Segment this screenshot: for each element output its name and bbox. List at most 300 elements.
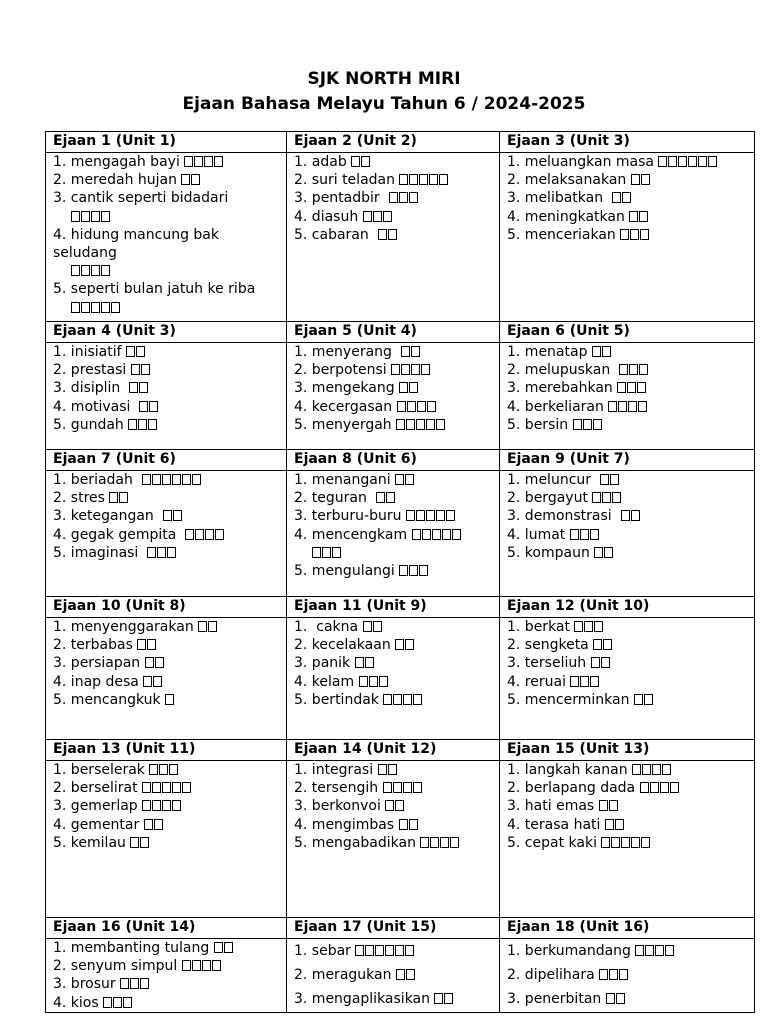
missing-glyph-box bbox=[162, 474, 171, 485]
missing-glyph-box bbox=[214, 156, 223, 167]
missing-glyph-box bbox=[214, 942, 223, 953]
word-text: 2. meredah hujan bbox=[53, 172, 177, 189]
word-list-cell bbox=[46, 471, 287, 597]
missing-glyph-box bbox=[91, 211, 100, 222]
missing-glyph-box bbox=[376, 492, 385, 503]
word-text: 2. berlapang dada bbox=[507, 780, 636, 797]
missing-glyph-box bbox=[169, 764, 178, 775]
missing-glyph-box bbox=[584, 621, 593, 632]
missing-glyph-box bbox=[603, 639, 612, 650]
word-text: 2. meragukan bbox=[294, 967, 392, 983]
missing-glyph-box bbox=[192, 474, 201, 485]
word-text: 1. beriadah bbox=[53, 472, 138, 488]
unit-header-row bbox=[46, 918, 755, 939]
word-text: 2. berselirat bbox=[53, 780, 138, 797]
spelling-table bbox=[45, 131, 755, 1013]
word-text: 3. panik bbox=[294, 655, 351, 672]
word-item bbox=[294, 562, 499, 580]
missing-glyph-box bbox=[619, 364, 628, 375]
missing-glyph-box bbox=[393, 782, 402, 793]
missing-glyph-box bbox=[373, 621, 382, 632]
unit-heading: Ejaan 10 (Unit 8) bbox=[46, 597, 287, 618]
missing-glyph-box bbox=[593, 419, 602, 430]
missing-glyph-box bbox=[419, 565, 428, 576]
word-text: 4. lumat bbox=[507, 526, 566, 543]
word-text: 4. gegak gempita bbox=[53, 526, 181, 543]
missing-glyph-box bbox=[605, 819, 614, 830]
missing-glyph-box bbox=[642, 764, 651, 775]
word-item bbox=[507, 816, 754, 834]
missing-glyph-box bbox=[658, 156, 667, 167]
word-text: 3. disiplin bbox=[53, 380, 125, 397]
word-text: 4. mengimbas bbox=[294, 816, 395, 833]
word-item bbox=[507, 779, 754, 797]
missing-glyph-box bbox=[91, 265, 100, 276]
word-item bbox=[53, 691, 286, 709]
word-list-cell bbox=[287, 761, 500, 918]
missing-glyph-box bbox=[609, 969, 618, 980]
missing-glyph-box bbox=[148, 419, 157, 430]
word-text: 4. reruai bbox=[507, 673, 566, 690]
missing-glyph-box bbox=[152, 800, 161, 811]
word-text: 5. cepat kaki bbox=[507, 834, 597, 851]
word-item bbox=[507, 153, 754, 171]
missing-glyph-box bbox=[593, 639, 602, 650]
missing-glyph-box bbox=[591, 657, 600, 668]
missing-glyph-box bbox=[159, 764, 168, 775]
missing-glyph-box bbox=[71, 265, 80, 276]
word-item bbox=[53, 618, 286, 636]
missing-glyph-box bbox=[416, 419, 425, 430]
missing-glyph-box bbox=[71, 302, 80, 313]
missing-glyph-box bbox=[128, 419, 137, 430]
missing-glyph-box bbox=[386, 492, 395, 503]
missing-glyph-box bbox=[688, 156, 697, 167]
word-item bbox=[294, 526, 499, 544]
word-item bbox=[294, 963, 499, 987]
missing-glyph-box bbox=[627, 382, 636, 393]
missing-glyph-box bbox=[411, 364, 420, 375]
word-item bbox=[294, 834, 499, 852]
missing-glyph-box bbox=[602, 346, 611, 357]
missing-glyph-box bbox=[71, 211, 80, 222]
unit-heading: Ejaan 11 (Unit 9) bbox=[287, 597, 500, 618]
word-item bbox=[53, 939, 286, 957]
missing-glyph-box bbox=[359, 676, 368, 687]
missing-glyph-box bbox=[153, 676, 162, 687]
word-text: 2. bergayut bbox=[507, 490, 588, 507]
missing-glyph-box bbox=[137, 639, 146, 650]
missing-glyph-box bbox=[389, 192, 398, 203]
word-item bbox=[294, 398, 499, 416]
missing-glyph-box bbox=[393, 694, 402, 705]
word-item bbox=[53, 544, 286, 562]
unit-header-row bbox=[46, 597, 755, 618]
word-text: 3. penerbitan bbox=[507, 991, 602, 1007]
missing-glyph-box bbox=[361, 156, 370, 167]
word-item bbox=[294, 797, 499, 815]
word-item bbox=[53, 416, 286, 434]
missing-glyph-box bbox=[198, 621, 207, 632]
missing-glyph-box bbox=[172, 800, 181, 811]
missing-glyph-box bbox=[405, 639, 414, 650]
word-text: 2. suri teladan bbox=[294, 172, 395, 189]
word-item bbox=[53, 208, 286, 226]
spelling-table-body bbox=[46, 132, 755, 1013]
word-item bbox=[507, 507, 754, 525]
missing-glyph-box bbox=[101, 265, 110, 276]
word-list-cell bbox=[46, 761, 287, 918]
missing-glyph-box bbox=[617, 382, 626, 393]
unit-header-row bbox=[46, 132, 755, 153]
unit-heading: Ejaan 16 (Unit 14) bbox=[46, 918, 287, 939]
missing-glyph-box bbox=[616, 993, 625, 1004]
missing-glyph-box bbox=[574, 621, 583, 632]
unit-heading: Ejaan 18 (Unit 16) bbox=[500, 918, 755, 939]
missing-glyph-box bbox=[152, 474, 161, 485]
word-text: 4. terasa hati bbox=[507, 816, 601, 833]
word-item bbox=[507, 673, 754, 691]
word-text: 5. mencerminkan bbox=[507, 691, 630, 708]
unit-body-row bbox=[46, 939, 755, 1013]
missing-glyph-box bbox=[172, 474, 181, 485]
missing-glyph-box bbox=[427, 401, 436, 412]
missing-glyph-box bbox=[631, 510, 640, 521]
missing-glyph-box bbox=[322, 547, 331, 558]
word-item bbox=[53, 471, 286, 489]
word-text: 1. berkumandang bbox=[507, 943, 631, 959]
missing-glyph-box bbox=[399, 565, 408, 576]
word-text: 1. meluncur bbox=[507, 472, 596, 488]
word-list-cell bbox=[500, 618, 755, 740]
missing-glyph-box bbox=[378, 229, 387, 240]
word-text: 4. gementar bbox=[53, 816, 140, 833]
word-text: 3. melibatkan bbox=[507, 190, 608, 207]
word-item bbox=[53, 226, 286, 262]
missing-glyph-box bbox=[120, 978, 129, 989]
word-text: 2. melupuskan bbox=[507, 362, 615, 379]
missing-glyph-box bbox=[363, 621, 372, 632]
missing-glyph-box bbox=[385, 945, 394, 956]
missing-glyph-box bbox=[395, 945, 404, 956]
word-text: 4. diasuh bbox=[294, 208, 359, 225]
missing-glyph-box bbox=[355, 945, 364, 956]
missing-glyph-box bbox=[620, 229, 629, 240]
missing-glyph-box bbox=[590, 676, 599, 687]
unit-heading: Ejaan 12 (Unit 10) bbox=[500, 597, 755, 618]
missing-glyph-box bbox=[143, 676, 152, 687]
missing-glyph-box bbox=[109, 492, 118, 503]
missing-glyph-box bbox=[215, 529, 224, 540]
missing-glyph-box bbox=[111, 302, 120, 313]
word-item bbox=[53, 280, 286, 298]
missing-glyph-box bbox=[142, 474, 151, 485]
word-item bbox=[507, 761, 754, 779]
document-subtitle: Ejaan Bahasa Melayu Tahun 6 / 2024-2025 bbox=[182, 94, 586, 114]
missing-glyph-box bbox=[369, 676, 378, 687]
word-item bbox=[507, 691, 754, 709]
missing-glyph-box bbox=[130, 837, 139, 848]
word-text: 1. berselerak bbox=[53, 762, 145, 778]
missing-glyph-box bbox=[602, 492, 611, 503]
missing-glyph-box bbox=[604, 547, 613, 558]
missing-glyph-box bbox=[650, 782, 659, 793]
missing-glyph-box bbox=[91, 302, 100, 313]
unit-heading: Ejaan 5 (Unit 4) bbox=[287, 322, 500, 343]
word-item bbox=[507, 526, 754, 544]
missing-glyph-box bbox=[138, 419, 147, 430]
missing-glyph-box bbox=[426, 510, 435, 521]
missing-glyph-box bbox=[570, 676, 579, 687]
word-text: 1. membanting tulang bbox=[53, 940, 210, 956]
missing-glyph-box bbox=[606, 993, 615, 1004]
missing-glyph-box bbox=[630, 229, 639, 240]
missing-glyph-box bbox=[202, 960, 211, 971]
missing-glyph-box bbox=[182, 960, 191, 971]
word-item bbox=[294, 361, 499, 379]
word-list-cell bbox=[287, 343, 500, 450]
missing-glyph-box bbox=[611, 837, 620, 848]
word-text: 1. integrasi bbox=[294, 762, 374, 778]
missing-glyph-box bbox=[645, 945, 654, 956]
missing-glyph-box bbox=[409, 565, 418, 576]
unit-heading: Ejaan 1 (Unit 1) bbox=[46, 132, 287, 153]
missing-glyph-box bbox=[401, 364, 410, 375]
missing-glyph-box bbox=[194, 156, 203, 167]
missing-glyph-box bbox=[640, 229, 649, 240]
unit-body-row bbox=[46, 761, 755, 918]
word-text: 2. terbabas bbox=[53, 637, 133, 654]
missing-glyph-box bbox=[351, 156, 360, 167]
missing-glyph-box bbox=[432, 529, 441, 540]
missing-glyph-box bbox=[652, 764, 661, 775]
word-item bbox=[53, 957, 286, 975]
word-item bbox=[507, 939, 754, 963]
missing-glyph-box bbox=[379, 676, 388, 687]
missing-glyph-box bbox=[698, 156, 707, 167]
word-text: 3. demonstrasi bbox=[507, 508, 617, 525]
missing-glyph-box bbox=[599, 969, 608, 980]
unit-heading: Ejaan 15 (Unit 13) bbox=[500, 740, 755, 761]
word-text: 1. berkat bbox=[507, 619, 570, 635]
missing-glyph-box bbox=[409, 382, 418, 393]
word-text: 4. meningkatkan bbox=[507, 208, 625, 225]
unit-heading: Ejaan 3 (Unit 3) bbox=[500, 132, 755, 153]
missing-glyph-box bbox=[172, 782, 181, 793]
word-item bbox=[294, 471, 499, 489]
word-item bbox=[507, 489, 754, 507]
missing-glyph-box bbox=[388, 229, 397, 240]
word-item bbox=[507, 963, 754, 987]
missing-glyph-box bbox=[195, 529, 204, 540]
word-text: 5. mengabadikan bbox=[294, 834, 416, 851]
word-item bbox=[53, 189, 286, 207]
missing-glyph-box bbox=[145, 657, 154, 668]
missing-glyph-box bbox=[412, 529, 421, 540]
missing-glyph-box bbox=[173, 510, 182, 521]
missing-glyph-box bbox=[583, 419, 592, 430]
missing-glyph-box bbox=[409, 174, 418, 185]
word-item bbox=[294, 226, 499, 244]
word-item bbox=[53, 398, 286, 416]
word-item bbox=[507, 636, 754, 654]
word-text: 5. mengulangi bbox=[294, 563, 395, 580]
missing-glyph-box bbox=[406, 510, 415, 521]
missing-glyph-box bbox=[639, 364, 648, 375]
missing-glyph-box bbox=[113, 997, 122, 1008]
missing-glyph-box bbox=[420, 837, 429, 848]
missing-glyph-box bbox=[660, 782, 669, 793]
missing-glyph-box bbox=[580, 529, 589, 540]
missing-glyph-box bbox=[388, 764, 397, 775]
missing-glyph-box bbox=[644, 694, 653, 705]
missing-glyph-box bbox=[637, 382, 646, 393]
missing-glyph-box bbox=[162, 782, 171, 793]
missing-glyph-box bbox=[708, 156, 717, 167]
word-item bbox=[507, 379, 754, 397]
word-item bbox=[507, 189, 754, 207]
word-text: 1. sebar bbox=[294, 943, 351, 959]
missing-glyph-box bbox=[608, 401, 617, 412]
missing-glyph-box bbox=[594, 621, 603, 632]
missing-glyph-box bbox=[601, 837, 610, 848]
missing-glyph-box bbox=[147, 547, 156, 558]
missing-glyph-box bbox=[397, 401, 406, 412]
word-list-cell bbox=[500, 471, 755, 597]
missing-glyph-box bbox=[635, 945, 644, 956]
missing-glyph-box bbox=[139, 401, 148, 412]
word-text: 2. tersengih bbox=[294, 780, 379, 797]
missing-glyph-box bbox=[413, 694, 422, 705]
missing-glyph-box bbox=[391, 364, 400, 375]
unit-heading: Ejaan 6 (Unit 5) bbox=[500, 322, 755, 343]
word-text: 4. hidung mancung bak seludang bbox=[53, 226, 224, 262]
missing-glyph-box bbox=[406, 419, 415, 430]
word-list-cell bbox=[500, 153, 755, 322]
missing-glyph-box bbox=[442, 529, 451, 540]
missing-glyph-box bbox=[405, 945, 414, 956]
word-item bbox=[294, 544, 499, 562]
word-item bbox=[294, 654, 499, 672]
word-text: 5. cabaran bbox=[294, 226, 374, 243]
missing-glyph-box bbox=[629, 364, 638, 375]
missing-glyph-box bbox=[403, 694, 412, 705]
missing-glyph-box bbox=[670, 782, 679, 793]
missing-glyph-box bbox=[126, 346, 135, 357]
missing-glyph-box bbox=[181, 174, 190, 185]
word-item bbox=[294, 673, 499, 691]
missing-glyph-box bbox=[609, 800, 618, 811]
word-item bbox=[53, 526, 286, 544]
word-text: 2. sengketa bbox=[507, 637, 589, 654]
word-item bbox=[294, 489, 499, 507]
word-text: 4. motivasi bbox=[53, 398, 135, 415]
word-text: 3. cantik seperti bidadari bbox=[53, 190, 229, 207]
word-text: 3. brosur bbox=[53, 976, 116, 993]
missing-glyph-box bbox=[592, 492, 601, 503]
unit-body-row bbox=[46, 343, 755, 450]
missing-glyph-box bbox=[103, 997, 112, 1008]
missing-glyph-box bbox=[401, 346, 410, 357]
missing-glyph-box bbox=[634, 694, 643, 705]
word-text: 2. melaksanakan bbox=[507, 172, 627, 189]
missing-glyph-box bbox=[204, 156, 213, 167]
missing-glyph-box bbox=[406, 969, 415, 980]
word-text: 1. meluangkan masa bbox=[507, 154, 655, 170]
missing-glyph-box bbox=[430, 837, 439, 848]
missing-glyph-box bbox=[409, 819, 418, 830]
word-text: 1. langkah kanan bbox=[507, 762, 628, 778]
missing-glyph-box bbox=[81, 211, 90, 222]
missing-glyph-box bbox=[81, 302, 90, 313]
word-text: 2. prestasi bbox=[53, 362, 127, 379]
missing-glyph-box bbox=[154, 819, 163, 830]
missing-glyph-box bbox=[629, 211, 638, 222]
word-item bbox=[507, 416, 754, 434]
missing-glyph-box bbox=[599, 800, 608, 811]
unit-header-row bbox=[46, 450, 755, 471]
missing-glyph-box bbox=[640, 782, 649, 793]
word-text: 1. menangani bbox=[294, 472, 391, 488]
word-text: 3. berkonvoi bbox=[294, 798, 381, 815]
unit-body-row bbox=[46, 153, 755, 322]
word-item bbox=[53, 636, 286, 654]
missing-glyph-box bbox=[655, 945, 664, 956]
missing-glyph-box bbox=[439, 174, 448, 185]
word-text: 3. mengaplikasikan bbox=[294, 991, 431, 1007]
word-list-cell bbox=[500, 939, 755, 1013]
missing-glyph-box bbox=[621, 510, 630, 521]
word-text: 4. kios bbox=[53, 994, 99, 1011]
word-text: 2. dipelihara bbox=[507, 967, 595, 983]
missing-glyph-box bbox=[140, 978, 149, 989]
missing-glyph-box bbox=[395, 474, 404, 485]
word-list-cell bbox=[46, 618, 287, 740]
word-item bbox=[53, 761, 286, 779]
missing-glyph-box bbox=[580, 676, 589, 687]
word-item bbox=[507, 398, 754, 416]
word-item bbox=[53, 654, 286, 672]
word-item bbox=[507, 544, 754, 562]
missing-glyph-box bbox=[399, 819, 408, 830]
word-item bbox=[294, 208, 499, 226]
unit-heading: Ejaan 2 (Unit 2) bbox=[287, 132, 500, 153]
missing-glyph-box bbox=[452, 529, 461, 540]
missing-glyph-box bbox=[396, 419, 405, 430]
word-item bbox=[294, 691, 499, 709]
word-item bbox=[507, 343, 754, 361]
word-text: 5. kompaun bbox=[507, 544, 590, 561]
missing-glyph-box bbox=[444, 993, 453, 1004]
missing-glyph-box bbox=[416, 510, 425, 521]
missing-glyph-box bbox=[185, 529, 194, 540]
missing-glyph-box bbox=[594, 547, 603, 558]
missing-glyph-box bbox=[436, 510, 445, 521]
word-list-cell bbox=[500, 343, 755, 450]
missing-glyph-box bbox=[407, 401, 416, 412]
word-item bbox=[53, 975, 286, 993]
word-text: 3. hati emas bbox=[507, 798, 595, 815]
missing-glyph-box bbox=[450, 837, 459, 848]
missing-glyph-box bbox=[631, 837, 640, 848]
missing-glyph-box bbox=[419, 174, 428, 185]
missing-glyph-box bbox=[147, 639, 156, 650]
missing-glyph-box bbox=[363, 211, 372, 222]
word-item bbox=[507, 797, 754, 815]
missing-glyph-box bbox=[399, 192, 408, 203]
missing-glyph-box bbox=[383, 211, 392, 222]
missing-glyph-box bbox=[165, 694, 174, 705]
